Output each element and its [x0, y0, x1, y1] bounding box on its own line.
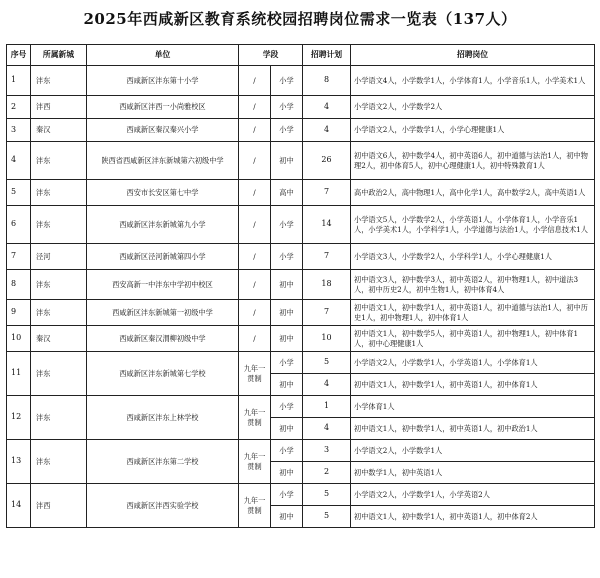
row-stage: 小学: [271, 396, 303, 418]
row-region: 沣东: [31, 66, 87, 96]
row-plan: 7: [303, 300, 351, 326]
row-school: 西咸新区沣西一小尚雅校区: [87, 96, 239, 119]
table-row: [7, 484, 595, 506]
row-type: 九年一贯制: [239, 484, 271, 528]
row-region: 沣东: [31, 270, 87, 300]
row-plan: 10: [303, 326, 351, 352]
row-region: 沣东: [31, 396, 87, 440]
row-index: 5: [7, 180, 31, 206]
row-plan: 14: [303, 206, 351, 244]
row-region: 沣东: [31, 440, 87, 484]
row-index: 6: [7, 206, 31, 244]
row-stage: 小学: [271, 119, 303, 142]
row-school: 西安市长安区第七中学: [87, 180, 239, 206]
document-title: 2025年西咸新区教育系统校园招聘岗位需求一览表（137人）: [83, 10, 517, 28]
row-stage: 小学: [271, 440, 303, 462]
row-stage: 小学: [271, 484, 303, 506]
row-index: 11: [7, 352, 31, 396]
table-row: [7, 66, 595, 96]
table-row: [7, 119, 595, 142]
row-region: 沣东: [31, 142, 87, 180]
row-stage: 小学: [271, 66, 303, 96]
row-region: 秦汉: [31, 326, 87, 352]
row-stage: 初中: [271, 326, 303, 352]
row-plan: 26: [303, 142, 351, 180]
row-index: 7: [7, 244, 31, 270]
row-stage: 初中: [271, 300, 303, 326]
row-stage: 初中: [271, 270, 303, 300]
row-index: 8: [7, 270, 31, 300]
row-school: 西咸新区泾河新城第四小学: [87, 244, 239, 270]
table-row: [7, 300, 595, 326]
table-header-row: [7, 45, 595, 66]
row-positions: 初中语文6人，初中数学4人，初中英语6人，初中道德与法治1人，初中物理2人，初中体育5人，初中心理健康1人，初中特殊教育1人: [351, 142, 595, 180]
row-positions: 小学语文3人，小学数学2人，小学科学1人，小学心理健康1人: [351, 244, 595, 270]
row-positions: 初中数学1人，初中英语1人: [351, 462, 595, 484]
row-positions: 小学语文2人，小学数学1人，小学心理健康1人: [351, 119, 595, 142]
row-index: 9: [7, 300, 31, 326]
row-index: 10: [7, 326, 31, 352]
row-school: 西咸新区秦汉渭柳初级中学: [87, 326, 239, 352]
row-positions: 小学语文2人，小学数学1人: [351, 440, 595, 462]
row-index: 2: [7, 96, 31, 119]
row-plan: 5: [303, 506, 351, 528]
row-index: 14: [7, 484, 31, 528]
table-row: [7, 352, 595, 374]
row-positions: 小学语文4人，小学数学1人，小学体育1人，小学音乐1人，小学美术1人: [351, 66, 595, 96]
header-stage: 学段: [239, 45, 303, 66]
row-index: 13: [7, 440, 31, 484]
table-row: [7, 326, 595, 352]
row-plan: 1: [303, 396, 351, 418]
row-stage: 初中: [271, 506, 303, 528]
row-type: 九年一贯制: [239, 352, 271, 396]
table-row: [7, 206, 595, 244]
header-index: 序号: [7, 45, 31, 66]
row-stage: 小学: [271, 206, 303, 244]
row-type: /: [239, 96, 271, 119]
row-region: 沣东: [31, 206, 87, 244]
row-type: /: [239, 244, 271, 270]
row-type: /: [239, 326, 271, 352]
row-school: 西咸新区沣东第十小学: [87, 66, 239, 96]
row-stage: 小学: [271, 96, 303, 119]
row-school: 西咸新区沣西实验学校: [87, 484, 239, 528]
row-plan: 4: [303, 96, 351, 119]
row-type: /: [239, 142, 271, 180]
row-school: 陕西省西咸新区沣东新城第六初级中学: [87, 142, 239, 180]
row-type: /: [239, 180, 271, 206]
row-plan: 2: [303, 462, 351, 484]
row-plan: 8: [303, 66, 351, 96]
row-positions: 初中语文1人，初中数学1人，初中英语1人，初中体育1人: [351, 374, 595, 396]
row-stage: 小学: [271, 352, 303, 374]
row-index: 3: [7, 119, 31, 142]
header-region: 所属新城: [31, 45, 87, 66]
row-type: /: [239, 119, 271, 142]
row-positions: 初中语文1人，初中数学5人，初中英语1人，初中物理1人，初中体育1人，初中心理健康1人: [351, 326, 595, 352]
header-positions: 招聘岗位: [351, 45, 595, 66]
row-type: /: [239, 206, 271, 244]
header-plan: 招聘计划: [303, 45, 351, 66]
row-stage: 初中: [271, 462, 303, 484]
row-plan: 5: [303, 352, 351, 374]
row-stage: 初中: [271, 374, 303, 396]
row-region: 泾河: [31, 244, 87, 270]
row-type: /: [239, 300, 271, 326]
row-school: 西咸新区沣东新城第七学校: [87, 352, 239, 396]
table-row: [7, 244, 595, 270]
row-plan: 4: [303, 418, 351, 440]
row-plan: 5: [303, 484, 351, 506]
row-plan: 7: [303, 180, 351, 206]
table-row: [7, 440, 595, 462]
row-index: 1: [7, 66, 31, 96]
table-row: [7, 180, 595, 206]
row-positions: 初中语文1人，初中数学1人，初中英语1人，初中政治1人: [351, 418, 595, 440]
row-plan: 4: [303, 374, 351, 396]
row-stage: 高中: [271, 180, 303, 206]
row-stage: 初中: [271, 418, 303, 440]
header-school: 单位: [87, 45, 239, 66]
row-positions: 高中政治2人，高中物理1人，高中化学1人，高中数学2人，高中英语1人: [351, 180, 595, 206]
row-plan: 4: [303, 119, 351, 142]
table-row: [7, 270, 595, 300]
row-school: 西咸新区沣东新城第九小学: [87, 206, 239, 244]
row-stage: 初中: [271, 142, 303, 180]
row-school: 西咸新区沣东第二学校: [87, 440, 239, 484]
recruitment-table: [6, 44, 595, 528]
row-positions: 小学体育1人: [351, 396, 595, 418]
row-type: 九年一贯制: [239, 396, 271, 440]
row-stage: 小学: [271, 244, 303, 270]
row-plan: 18: [303, 270, 351, 300]
row-school: 西安高新一中沣东中学初中校区: [87, 270, 239, 300]
row-region: 沣西: [31, 484, 87, 528]
row-region: 沣东: [31, 352, 87, 396]
table-row: [7, 396, 595, 418]
row-positions: 初中语文1人，初中数学1人，初中英语1人，初中体育2人: [351, 506, 595, 528]
row-region: 沣东: [31, 180, 87, 206]
row-plan: 7: [303, 244, 351, 270]
table-row: [7, 96, 595, 119]
row-type: /: [239, 270, 271, 300]
row-type: 九年一贯制: [239, 440, 271, 484]
row-plan: 3: [303, 440, 351, 462]
row-school: 西咸新区秦汉秦兴小学: [87, 119, 239, 142]
row-positions: 初中语文1人，初中数学1人，初中英语1人，初中道德与法治1人，初中历史1人，初中物理1人，初中体育1人: [351, 300, 595, 326]
row-school: 西咸新区沣东上林学校: [87, 396, 239, 440]
row-type: /: [239, 66, 271, 96]
table-row: [7, 142, 595, 180]
row-positions: 小学语文5人，小学数学2人，小学英语1人，小学体育1人，小学音乐1人，小学美术1人，小学科学1人，小学道德与法治1人，小学信息技术1人: [351, 206, 595, 244]
row-index: 4: [7, 142, 31, 180]
row-positions: 小学语文2人，小学数学1人，小学英语1人，小学体育1人: [351, 352, 595, 374]
row-positions: 小学语文2人，小学数学1人，小学英语2人: [351, 484, 595, 506]
row-positions: 小学语文2人，小学数学2人: [351, 96, 595, 119]
row-positions: 初中语文3人，初中数学3人，初中英语2人，初中物理1人，初中道法3人，初中历史2人，初中生物1人，初中体育4人: [351, 270, 595, 300]
row-region: 沣东: [31, 300, 87, 326]
row-region: 秦汉: [31, 119, 87, 142]
row-index: 12: [7, 396, 31, 440]
row-school: 西咸新区沣东新城第一初级中学: [87, 300, 239, 326]
row-region: 沣西: [31, 96, 87, 119]
